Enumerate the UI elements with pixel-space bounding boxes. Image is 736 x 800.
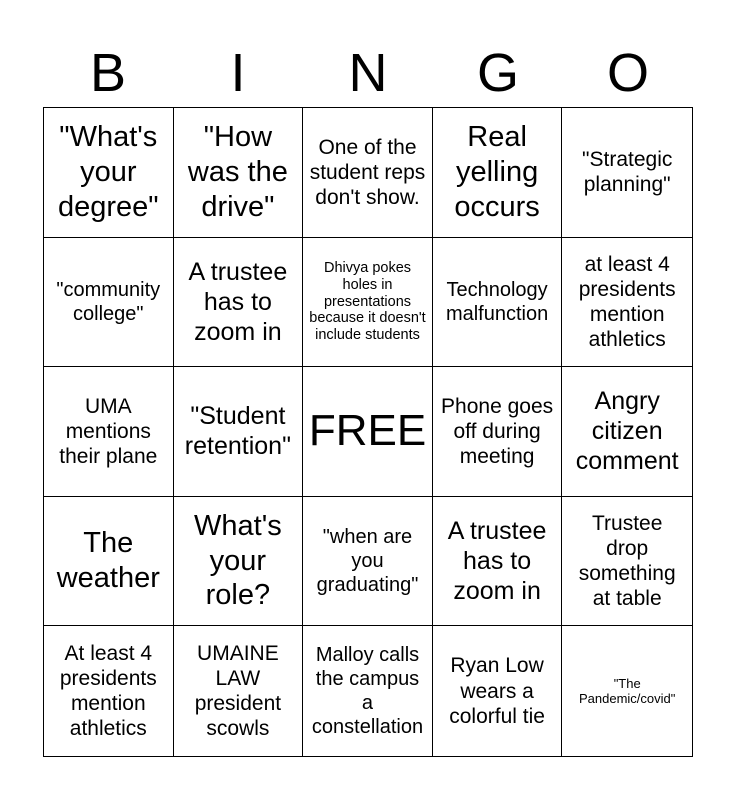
bingo-cell[interactable]	[433, 497, 563, 627]
cell-text: "Student retention"	[184, 402, 291, 461]
cell-text: Phone goes off during meeting	[441, 394, 554, 469]
bingo-cell[interactable]	[174, 497, 304, 627]
bingo-cell[interactable]	[562, 626, 692, 756]
cell-text: One of the student reps don't show.	[309, 135, 426, 209]
bingo-cell[interactable]	[174, 367, 304, 497]
cell-text: Dhivya pokes holes in presentations because it doesn't include students	[309, 260, 426, 343]
bingo-cell[interactable]	[44, 626, 174, 756]
bingo-board	[43, 107, 693, 757]
bingo-cell[interactable]	[303, 108, 433, 238]
bingo-cell[interactable]	[44, 497, 174, 627]
cell-text: "Strategic planning"	[582, 148, 673, 197]
cell-text: "when are you graduating"	[316, 526, 419, 597]
bingo-cell[interactable]	[562, 108, 692, 238]
cell-text: What's your role?	[194, 509, 282, 612]
cell-text: Angry citizen comment	[575, 387, 679, 476]
header-letter-i: I	[230, 43, 246, 103]
bingo-cell[interactable]	[303, 238, 433, 368]
bingo-cell[interactable]	[562, 238, 692, 368]
free-space-label: FREE	[308, 406, 427, 456]
cell-text: Technology malfunction	[445, 278, 549, 325]
cell-text: Malloy calls the campus a constellation	[311, 644, 424, 739]
bingo-cell[interactable]	[44, 367, 174, 497]
bingo-header	[43, 40, 693, 106]
bingo-cell[interactable]	[303, 626, 433, 756]
bingo-cell[interactable]	[174, 238, 304, 368]
bingo-cell[interactable]	[44, 108, 174, 238]
bingo-cell[interactable]	[433, 108, 563, 238]
header-letter-g: G	[476, 43, 519, 103]
bingo-cell[interactable]	[174, 626, 304, 756]
header-letter-n: N	[348, 43, 388, 103]
header-letter-b: B	[89, 43, 127, 103]
cell-text: Ryan Low wears a colorful tie	[449, 654, 545, 728]
bingo-cell[interactable]	[433, 238, 563, 368]
cell-text: At least 4 presidents mention athletics	[59, 641, 157, 741]
cell-text: UMAINE LAW president scowls	[194, 641, 282, 741]
cell-text: Real yelling occurs	[454, 121, 540, 223]
cell-text: "What's your degree"	[58, 121, 159, 223]
cell-text: "How was the drive"	[187, 121, 288, 223]
bingo-cell[interactable]	[562, 497, 692, 627]
cell-text: "community college"	[56, 278, 161, 325]
cell-text: The weather	[56, 527, 160, 595]
bingo-cell[interactable]	[433, 626, 563, 756]
header-letter-o: O	[606, 43, 649, 103]
bingo-cell[interactable]	[44, 238, 174, 368]
cell-text: Trustee drop something at table	[578, 511, 676, 611]
cell-text: UMA mentions their plane	[59, 394, 158, 469]
bingo-cell[interactable]	[174, 108, 304, 238]
bingo-cell[interactable]	[562, 367, 692, 497]
free-space-cell[interactable]	[303, 367, 433, 497]
bingo-cell[interactable]	[433, 367, 563, 497]
cell-text: A trustee has to zoom in	[188, 257, 288, 346]
cell-text: A trustee has to zoom in	[447, 517, 547, 606]
bingo-cell[interactable]	[303, 497, 433, 627]
cell-text: "The Pandemic/covid"	[579, 675, 676, 707]
cell-text: at least 4 presidents mention athletics	[578, 252, 676, 352]
